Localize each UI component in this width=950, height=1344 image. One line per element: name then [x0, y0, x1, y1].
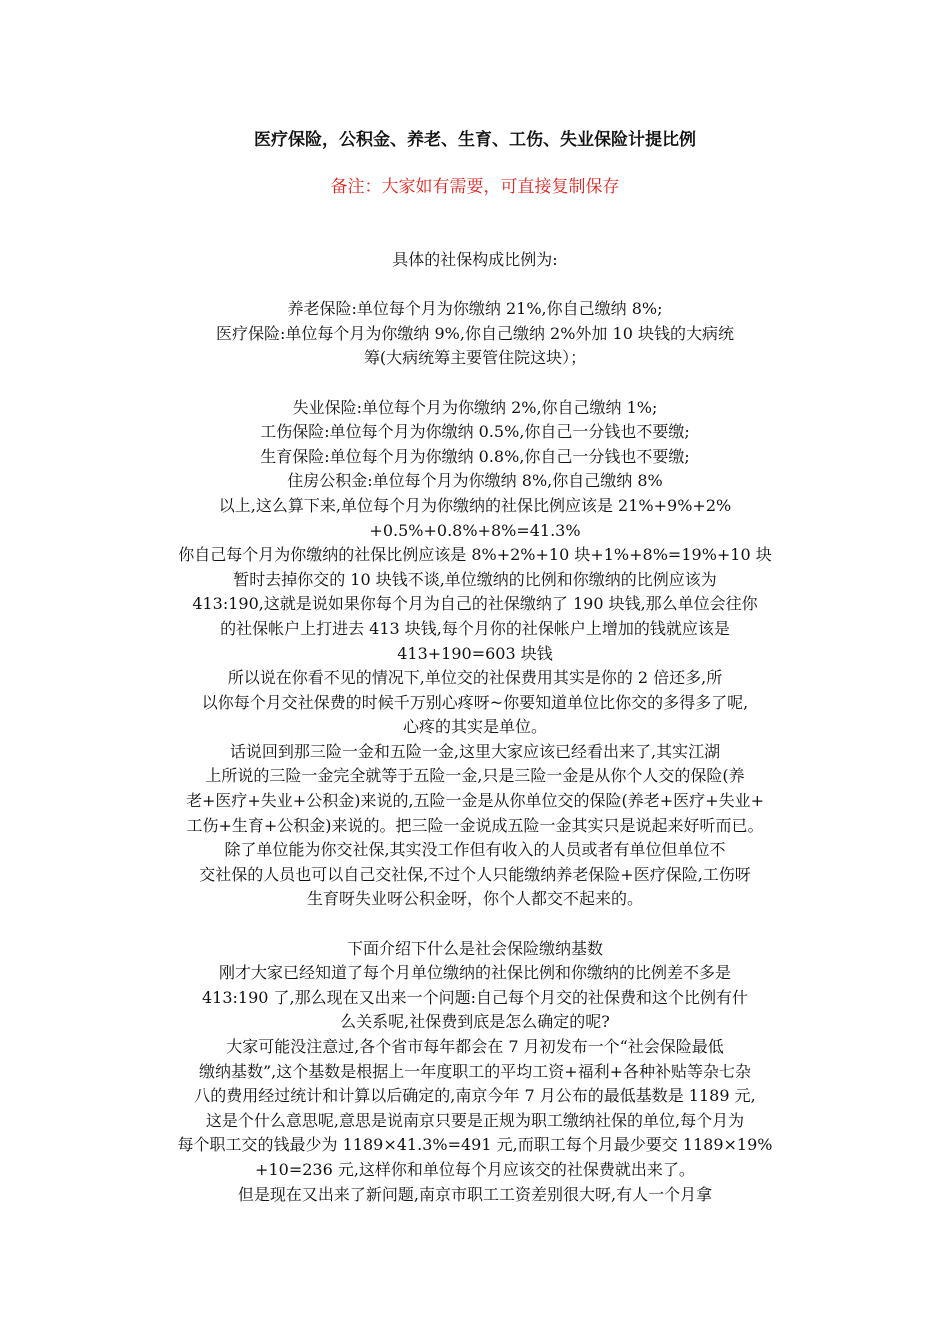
body-line: 失业保险:单位每个月为你缴纳 2%,你自己缴纳 1%;: [292, 397, 658, 417]
body-line: 老+医疗+失业+公积金)来说的,五险一金是从你单位交的保险(养老+医疗+失业+: [185, 791, 764, 811]
body-line: 413:190,这就是说如果你每个月为自己的社保缴纳了 190 块钱,那么单位会往你: [192, 594, 758, 614]
body-line: 生育保险:单位每个月为你缴纳 0.8%,你自己一分钱也不要缴;: [260, 446, 690, 466]
body-line: +0.5%+0.8%+8%=41.3%: [369, 520, 581, 540]
blank-line: [140, 912, 810, 937]
body-line: 上所说的三险一金完全就等于五险一金,只是三险一金是从你个人交的保险(养: [205, 766, 745, 786]
body-line: 住房公积金:单位每个月为你缴纳 8%,你自己缴纳 8%: [287, 471, 663, 491]
body-line: 暂时去掉你交的 10 块钱不谈,单位缴纳的比例和你缴纳的比例应该为: [233, 569, 717, 589]
document-body: [140, 248, 810, 1207]
body-line: 所以说在你看不见的情况下,单位交的社保费用其实是你的 2 倍还多,所: [227, 668, 723, 688]
body-line: 交社保的人员也可以自己交社保,不过个人只能缴纳养老保险+医疗保险,工伤呀: [199, 864, 751, 884]
body-line: +10=236 元,这样你和单位每个月应该交的社保费就出来了。: [255, 1159, 695, 1179]
body-line: 具体的社保构成比例为:: [392, 250, 558, 269]
body-line: 话说回到那三险一金和五险一金,这里大家应该已经看出来了,其实江湖: [229, 741, 721, 761]
body-line: 医疗保险:单位每个月为你缴纳 9%,你自己缴纳 2%外加 10 块钱的大病统: [216, 323, 734, 343]
body-line: 刚才大家已经知道了每个月单位缴纳的社保比例和你缴纳的比例差不多是: [218, 963, 731, 983]
body-line: 工伤保险:单位每个月为你缴纳 0.5%,你自己一分钱也不要缴;: [260, 422, 690, 442]
body-line: 工伤+生育+公积金)来说的。把三险一金说成五险一金其实只是说起来好听而已。: [186, 815, 764, 835]
body-line: 缴纳基数”,这个基数是根据上一年度职工的平均工资+福利+各种补贴等杂七杂: [198, 1061, 752, 1081]
body-line: 的社保帐户上打进去 413 块钱,每个月你的社保帐户上增加的钱就应该是: [220, 618, 730, 638]
body-line: 你自己每个月为你缴纳的社保比例应该是 8%+2%+10 块+1%+8%=19%+10 块: [178, 545, 772, 565]
document-note: 备注：大家如有需要，可直接复制保存: [330, 177, 620, 197]
blank-line: [140, 273, 810, 298]
body-line: 每个职工交的钱最少为 1189×41.3%=491 元,而职工每个月最少要交 1189×19%: [177, 1135, 773, 1155]
body-line: 筹(大病统筹主要管住院这块）；: [363, 348, 587, 368]
body-line: 但是现在又出来了新问题,南京市职工工资差别很大呀,有人一个月拿: [237, 1184, 713, 1204]
body-line: 下面介绍下什么是社会保险缴纳基数: [346, 938, 603, 958]
body-line: 以你每个月交社保费的时候千万别心疼呀~你要知道单位比你交的多得多了呢,: [201, 692, 749, 712]
body-line: 除了单位能为你交社保,其实没工作但有收入的人员或者有单位但单位不: [224, 840, 726, 860]
body-line: 413+190=603 块钱: [397, 643, 553, 663]
document-title: 医疗保险，公积金、养老、生育、工伤、失业保险计提比例: [254, 130, 696, 150]
body-line: 大家可能没注意过,各个省市每年都会在 7 月初发布一个“社会保险最低: [226, 1037, 724, 1056]
body-line: 413:190 了,那么现在又出来一个问题:自己每个月交的社保费和这个比例有什: [201, 987, 749, 1007]
body-line: 这是个什么意思呢,意思是说南京只要是正规为职工缴纳社保的单位,每个月为: [205, 1110, 745, 1130]
body-line: 心疼的其实是单位。: [402, 717, 547, 737]
blank-line: [140, 371, 810, 396]
body-line: 么关系呢,社保费到底是怎么确定的呢?: [340, 1012, 610, 1032]
body-line: 生育呀失业呀公积金呀，你个人都交不起来的。: [306, 889, 643, 909]
body-line: 八的费用经过统计和计算以后确定的,南京今年 7 月公布的最低基数是 1189 元,: [194, 1086, 756, 1106]
body-line: 以上,这么算下来,单位每个月为你缴纳的社保比例应该是 21%+9%+2%: [218, 495, 732, 515]
body-line: 养老保险:单位每个月为你缴纳 21%,你自己缴纳 8%;: [287, 299, 663, 319]
